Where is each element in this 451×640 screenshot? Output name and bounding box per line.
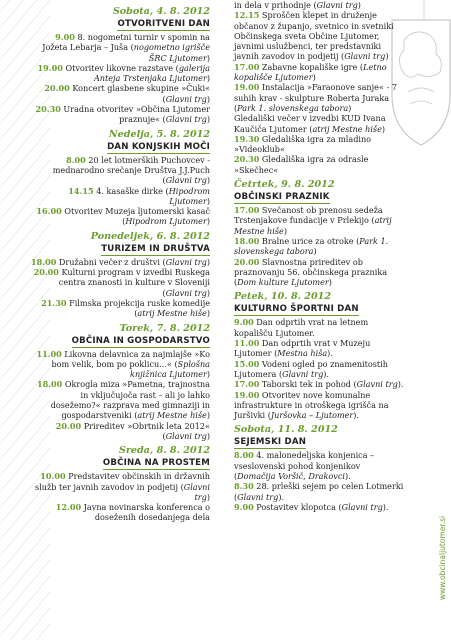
theme-wrap	[30, 18, 210, 32]
event-time: 11.00	[36, 348, 62, 359]
event-text: Predstavitev občinskih in državnih služb ter javnih zavodov in podjetij (	[35, 471, 210, 492]
event-time: 8.00	[234, 450, 254, 461]
decorative-line	[0, 544, 50, 604]
event-tail: )	[206, 52, 210, 63]
program-event	[234, 338, 404, 359]
event-text: Dan odprtih vrat v Muzeju Ljutomer (	[234, 338, 371, 359]
event-place: Glavni trg	[165, 114, 207, 125]
day-section	[30, 323, 210, 442]
event-place: Glavni trg	[344, 51, 386, 62]
program-event	[30, 502, 210, 523]
event-time: 16.00	[36, 206, 62, 217]
event-text: Postavitev klopotca (	[253, 501, 342, 512]
program-event	[30, 421, 210, 442]
event-text: 28. prleški sejem po celen Lotmerki (	[234, 481, 404, 502]
event-text: in dela v prihodnje (	[234, 0, 317, 10]
program-event	[30, 257, 210, 267]
event-place: atrij Mestne hiše	[312, 123, 382, 134]
event-place: Glavni trg	[165, 93, 207, 104]
program-event	[234, 450, 404, 481]
event-time: 17.00	[234, 61, 260, 72]
program-event	[30, 32, 210, 63]
event-tail: ).	[344, 470, 351, 481]
event-time: 19.00	[234, 82, 260, 93]
event-tail: )	[206, 430, 210, 441]
program-event	[30, 379, 210, 420]
event-tail: )	[206, 93, 210, 104]
event-tail: )	[206, 175, 210, 186]
event-text: Javna novinarska konferenca o doseženih dosedanjega dela	[81, 502, 210, 523]
event-time: 8.30	[234, 481, 254, 492]
program-event	[234, 502, 404, 512]
event-place: galerija Anteja Trstenjaka Ljutomer	[93, 62, 210, 84]
event-time: 8.00	[66, 154, 86, 165]
program-event	[234, 236, 404, 257]
event-text: Bralne urice za otroke (	[259, 235, 360, 246]
program-event	[234, 134, 404, 155]
theme-wrap	[30, 457, 210, 471]
event-place: Glavni trg	[165, 256, 207, 267]
program-event	[30, 206, 210, 227]
event-text: Družabni večer z društvi (	[56, 256, 166, 267]
event-time: 17.00	[234, 205, 260, 216]
event-time: 9.00	[234, 501, 254, 512]
day-theme: SEJEMSKI DAN	[234, 437, 307, 448]
event-tail: ).	[323, 368, 329, 379]
event-tail: )	[357, 0, 361, 10]
event-time: 21.30	[41, 297, 67, 308]
event-time: 20.30	[35, 104, 61, 115]
event-time: 11.00	[234, 338, 260, 349]
day-section	[234, 0, 404, 175]
event-tail: )	[206, 114, 210, 125]
event-text: Gledališka igra za mladino »Videoklub«	[234, 133, 372, 155]
website-url[interactable]: www.obcinaljutomer.si	[438, 515, 447, 600]
event-place: Glavni trg	[165, 287, 207, 298]
day-section	[234, 291, 404, 420]
day-theme: OBČINA NA PROSTEM	[102, 458, 210, 469]
event-tail: )	[385, 51, 389, 62]
event-tail: )	[206, 308, 210, 319]
program-event	[30, 471, 210, 502]
event-time: 10.00	[40, 471, 66, 482]
event-time: 19.00	[234, 389, 260, 400]
event-place: nogometno igrišče ŠRC Ljutomer	[133, 42, 210, 63]
program-event	[234, 390, 404, 421]
event-tail: )	[348, 102, 352, 113]
program-event	[30, 298, 210, 319]
program-event	[30, 267, 210, 298]
program-event	[234, 317, 404, 338]
event-time: 15.00	[234, 358, 260, 369]
day-theme: TURIZEM IN DRUŠTVA	[101, 243, 210, 254]
event-text: Instalacija »Faraonove sanje« - 7 suhih krav - skulpture Roberta Juraka (	[234, 82, 397, 113]
event-text: Taborski tek in pohod (	[259, 379, 357, 390]
event-tail: )	[206, 73, 210, 84]
event-tail: )	[206, 256, 210, 267]
event-text: Svečanost ob prenosu sedeža Trstenjakove fundacije v Prlekijo (	[234, 205, 383, 226]
day-heading: Četrtek, 9. 8. 2012	[234, 179, 335, 191]
program-event	[234, 205, 404, 236]
event-tail: )	[206, 410, 210, 421]
event-place: atrij Mestne hiše	[137, 410, 207, 421]
day-heading: Ponedeljek, 6. 8. 2012	[90, 230, 210, 242]
program-event	[234, 113, 404, 134]
event-time: 17.00	[234, 379, 260, 390]
event-text: Dan odprtih vrat na letnem kopališču Ljutomer.	[234, 317, 369, 338]
program-event	[30, 104, 210, 125]
event-time: 9.00	[234, 317, 254, 328]
day-heading: Torek, 7. 8. 2012	[119, 322, 210, 334]
event-place: Letno kopališče Ljutomer	[234, 61, 387, 83]
day-heading: Sobota, 11. 8. 2012	[234, 424, 338, 436]
event-time: 20.00	[44, 83, 70, 94]
theme-wrap	[234, 191, 404, 205]
event-place: Park 1. slovenskega tabora	[237, 102, 349, 113]
event-place: Mestna hiša	[277, 348, 328, 359]
program-event	[234, 0, 404, 10]
day-section	[30, 6, 210, 125]
event-text: Otvoritev likovne razstave (	[62, 62, 179, 73]
theme-wrap	[234, 303, 404, 317]
event-text: Likovna delavnica za najmlajše »Ko bom velik, bom po poklicu...« (	[51, 348, 210, 369]
event-tail: )	[206, 369, 210, 380]
event-text: 20 let lotmerških Puchovcev - mednarodno srečanje Društva J.J.Puch (	[52, 154, 210, 186]
decorative-line	[0, 608, 50, 640]
event-time: 20.00	[234, 256, 260, 267]
day-theme: KULTURNO ŠPORTNI DAN	[234, 304, 359, 315]
event-text: Prireditev »Obrtnik leta 2012« (	[81, 420, 210, 441]
event-tail: )	[312, 72, 316, 83]
event-tail: ).	[278, 491, 285, 502]
event-time: 20.00	[55, 420, 82, 431]
day-section	[234, 179, 404, 287]
event-place: Hipodrom Ljutomer	[125, 216, 207, 227]
event-place: atrij Mestne hiše	[137, 308, 207, 319]
event-place: Park 1. slovenskega tabora	[234, 235, 389, 257]
event-time: 9.00	[55, 32, 75, 42]
event-time: 19.00	[37, 62, 63, 73]
event-tail: )	[206, 491, 210, 502]
day-section	[30, 129, 210, 227]
event-tail: )	[313, 246, 317, 257]
event-tail: ).	[397, 379, 404, 390]
event-place: Hipodrom Ljutomer	[168, 185, 210, 206]
day-theme: DAN KONJSKIH MOČI	[107, 141, 210, 152]
decorative-line	[0, 576, 50, 636]
event-text: Vodeni ogled po znamenitostih Ljutomera (	[234, 358, 388, 379]
event-text: Gledališka igra za odrasle »Skečhec«	[234, 154, 369, 175]
event-place: Glavni trg	[282, 368, 324, 379]
day-theme: OTVORITVENI DAN	[117, 19, 210, 29]
day-section	[30, 231, 210, 319]
event-text: Okrogla miza »Pametna, trajnostna in vključujoča rast – ali jo lahko dosežemo?« razprava med gimnaziji in gospodarstveniki (	[50, 379, 210, 421]
program-event	[234, 154, 404, 175]
event-time: 20.00	[33, 267, 59, 278]
day-section	[234, 424, 404, 512]
program-event	[30, 349, 210, 380]
event-time: 12.15	[234, 10, 260, 21]
decorative-line	[0, 560, 50, 620]
decorative-line	[0, 528, 50, 588]
event-time: 18.00	[31, 256, 57, 267]
program-left-column	[30, 0, 210, 526]
event-text: 4. malonedeljska konjenica – vseslovenski pohod konjenikov (	[234, 450, 375, 481]
theme-wrap	[30, 335, 210, 349]
event-time: 20.30	[234, 154, 260, 165]
event-text: Sproščen klepet in druženje občanov z županjo, svetnico in svetniki Občinskega sveta Občine Ljutomer, javnimi uslužbenci, ter predstavniki javnih zavodov in podjetij (	[234, 10, 394, 62]
program-event	[234, 481, 404, 502]
event-tail: ).	[327, 348, 333, 359]
event-text: Kulturni program v izvedbi Ruskega centra znanosti in kulture v Sloveniji (	[58, 267, 210, 298]
event-place: atrij Mestne hiše	[234, 215, 392, 236]
event-text: 8. nogometni turnir v spomin na Jožeta Lebarja – Jušа (	[42, 32, 210, 53]
program-event	[234, 82, 404, 113]
program-event	[30, 83, 210, 104]
event-time: 18.00	[36, 379, 63, 390]
program-event	[30, 186, 210, 207]
program-event	[234, 62, 404, 83]
day-heading: Sobota, 4. 8. 2012	[112, 6, 210, 17]
event-time: 12.00	[55, 502, 82, 513]
event-tail: )	[283, 225, 287, 236]
event-text: Filmska projekcija ruske komedije (	[66, 297, 210, 319]
event-time: 14.15	[68, 185, 94, 196]
event-tail: )	[328, 277, 332, 288]
day-theme: OBČINSKI PRAZNIK	[234, 192, 330, 203]
program-event	[234, 10, 404, 61]
theme-wrap	[234, 436, 404, 450]
event-place: Glavni trg	[165, 430, 207, 441]
program-event	[234, 379, 404, 389]
day-theme: OBČINA IN GOSPODARSTVO	[71, 335, 210, 346]
event-place: Juršovka – Ljutomer	[270, 410, 354, 421]
event-text: 4. kasaške dirke (	[93, 185, 169, 196]
event-place: Domačija Voršič, Drakovci	[237, 470, 345, 481]
event-tail: )	[381, 123, 386, 134]
event-text: Otvoritev Muzeja ljutomerski kasač (	[61, 206, 210, 227]
event-time: 19.30	[234, 133, 260, 144]
day-heading: Nedelja, 5. 8. 2012	[108, 128, 210, 140]
event-place: Glavni trg	[165, 175, 207, 186]
event-tail: )	[206, 287, 210, 298]
event-time: 18.00	[234, 235, 260, 246]
event-place: Dom kulture Ljutomer	[237, 277, 329, 288]
event-text: Otvoritev nove komunalne infrastrukture in otroškega igrišča na Juršivki (	[234, 389, 389, 421]
event-text: Gledališki večer v izvedbi KUD Ivana Kaučiča Ljutomer (	[234, 113, 386, 134]
program-event	[30, 155, 210, 186]
event-text: Koncert glasbene skupine »Čuki« (	[69, 83, 210, 104]
event-text: Zabavne kopališke igre (	[259, 61, 364, 72]
event-text: Slavnostna prireditev ob praznovanju 56. občinskega praznika (	[234, 256, 388, 288]
event-place: Glavni trg	[237, 491, 279, 502]
event-place: Splošna knjižnica Ljutomer	[130, 358, 210, 380]
program-right-column	[234, 0, 404, 515]
event-tail: ).	[382, 501, 389, 512]
event-text: Uradna otvoritev »Občina Ljutomer praznuje« (	[60, 104, 210, 125]
day-section	[30, 445, 210, 522]
event-tail: )	[206, 195, 210, 206]
theme-wrap	[30, 243, 210, 257]
program-event	[30, 63, 210, 84]
event-place: Glavni trg	[316, 0, 358, 10]
theme-wrap	[30, 141, 210, 155]
event-tail: )	[206, 216, 210, 227]
program-event	[234, 257, 404, 288]
event-tail: ).	[353, 410, 360, 421]
program-event	[234, 359, 404, 380]
event-place: Glavni trg	[356, 379, 398, 390]
day-heading: Sreda, 8. 8. 2012	[118, 445, 210, 457]
event-place: Glavni trg	[341, 501, 383, 512]
event-place: Glavni trg	[183, 481, 210, 502]
day-heading: Petek, 10. 8. 2012	[234, 291, 332, 303]
